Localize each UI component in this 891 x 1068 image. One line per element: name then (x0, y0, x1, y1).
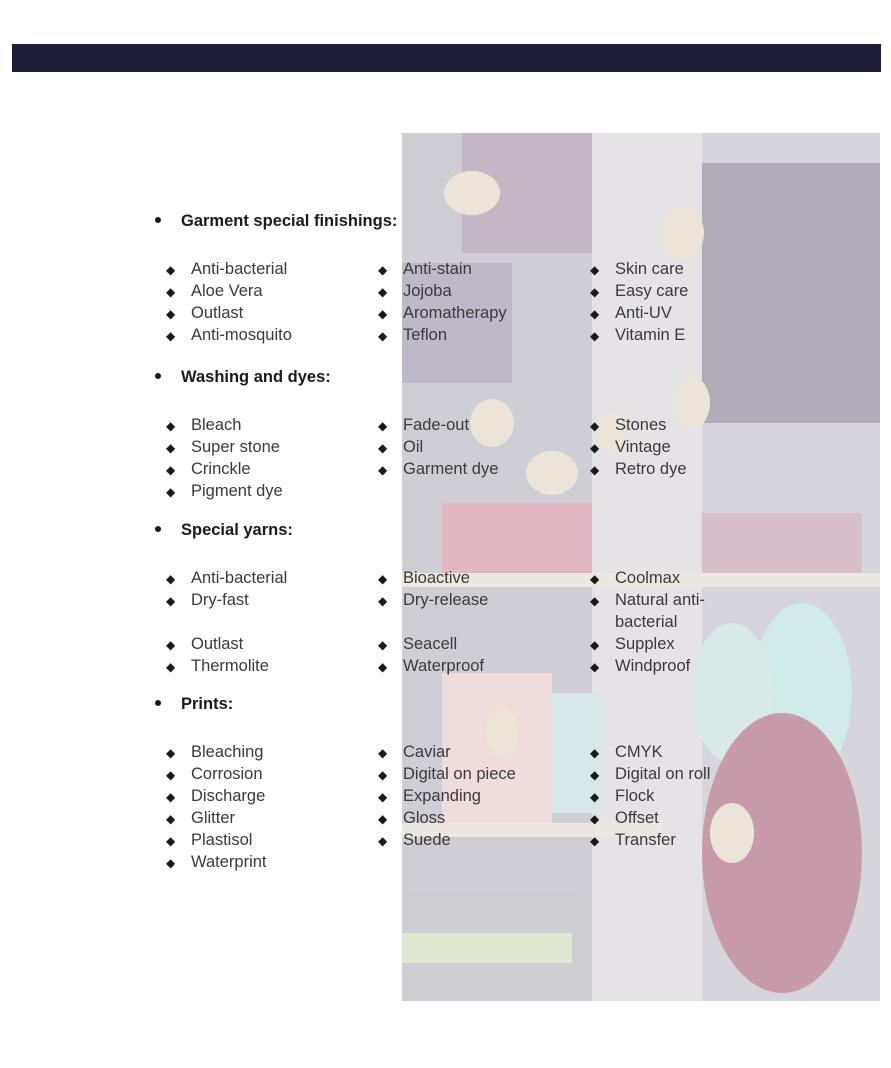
list-item-label: Bleaching (191, 743, 264, 761)
diamond-bullet-icon: ◆ (378, 660, 388, 674)
diamond-bullet-icon: ◆ (166, 285, 176, 299)
list-item (166, 436, 280, 459)
diamond-bullet-icon: ◆ (590, 572, 600, 586)
section-title (155, 695, 233, 714)
list-item-label: Pigment dye (191, 482, 283, 500)
bullet-dot-icon (155, 217, 161, 223)
list-item (166, 655, 269, 678)
list-item-label: Digital on piece (403, 765, 516, 783)
list-item (590, 567, 680, 590)
list-item-label: Transfer (615, 831, 676, 849)
list-item (590, 633, 675, 656)
list-item-label: Easy care (615, 282, 689, 300)
list-item-label: Aloe Vera (191, 282, 263, 300)
diamond-bullet-icon: ◆ (378, 263, 388, 277)
diamond-bullet-icon: ◆ (378, 419, 388, 433)
list-item-label: Glitter (191, 809, 236, 827)
header-bar (12, 44, 881, 72)
list-item-label: Anti-mosquito (191, 326, 292, 344)
list-item-label: Teflon (403, 326, 448, 344)
diamond-bullet-icon: ◆ (590, 790, 600, 804)
list-item (378, 633, 457, 656)
list-item-label: Seacell (403, 635, 458, 653)
list-item (166, 633, 243, 656)
section-title-text: Garment special finishings: (181, 212, 398, 230)
diamond-bullet-icon: ◆ (166, 329, 176, 343)
list-item-label: Offset (615, 809, 659, 827)
list-item-label: Discharge (191, 787, 266, 805)
list-item (166, 785, 265, 808)
list-item (378, 280, 452, 303)
list-item (590, 302, 672, 325)
list-item-label: Digital on roll (615, 765, 711, 783)
list-item (166, 414, 241, 437)
list-item (590, 655, 690, 678)
bullet-dot-icon (155, 700, 161, 706)
list-item-label: Fade-out (403, 416, 470, 434)
diamond-bullet-icon: ◆ (166, 419, 176, 433)
diamond-bullet-icon: ◆ (166, 746, 176, 760)
list-item (166, 458, 251, 481)
list-item-label: Bioactive (403, 569, 470, 587)
diamond-bullet-icon: ◆ (166, 790, 176, 804)
diamond-bullet-icon: ◆ (590, 834, 600, 848)
list-item-label: Crinckle (191, 460, 251, 478)
diamond-bullet-icon: ◆ (166, 594, 176, 608)
list-item-label: Caviar (403, 743, 451, 761)
diamond-bullet-icon: ◆ (590, 638, 600, 652)
list-item-label: CMYK (615, 743, 663, 761)
diamond-bullet-icon: ◆ (166, 768, 176, 782)
list-item (166, 763, 263, 786)
list-item (378, 302, 507, 325)
diamond-bullet-icon: ◆ (378, 463, 388, 477)
section-title (155, 212, 397, 231)
list-item-label: Coolmax (615, 569, 681, 587)
diamond-bullet-icon: ◆ (378, 307, 388, 321)
diamond-bullet-icon: ◆ (590, 812, 600, 826)
diamond-bullet-icon: ◆ (166, 307, 176, 321)
list-item (166, 807, 235, 830)
diamond-bullet-icon: ◆ (166, 463, 176, 477)
list-item-label: Gloss (403, 809, 446, 827)
list-item (166, 280, 263, 303)
list-item-label: Plastisol (191, 831, 253, 849)
diamond-bullet-icon: ◆ (378, 746, 388, 760)
diamond-bullet-icon: ◆ (590, 285, 600, 299)
list-item (378, 436, 423, 459)
list-item-label: Expanding (403, 787, 481, 805)
section-title (155, 368, 331, 387)
list-item-label: Waterproof (403, 657, 485, 675)
list-item-label: Oil (403, 438, 424, 456)
list-item (166, 829, 252, 852)
list-item-label: Anti-bacterial (191, 260, 288, 278)
diamond-bullet-icon: ◆ (590, 263, 600, 277)
diamond-bullet-icon: ◆ (166, 812, 176, 826)
list-item-label: Flock (615, 787, 655, 805)
diamond-bullet-icon: ◆ (378, 638, 388, 652)
list-item-label: Aromatherapy (403, 304, 507, 322)
list-item (166, 567, 287, 590)
diamond-bullet-icon: ◆ (590, 307, 600, 321)
list-item (166, 589, 249, 612)
diamond-bullet-icon: ◆ (166, 572, 176, 586)
diamond-bullet-icon: ◆ (590, 768, 600, 782)
list-item-label: Windproof (615, 657, 691, 675)
list-item (378, 589, 488, 612)
list-item (590, 414, 666, 437)
list-item (378, 258, 472, 281)
list-item (378, 741, 451, 764)
list-item-label: Dry-release (403, 591, 489, 609)
diamond-bullet-icon: ◆ (166, 263, 176, 277)
diamond-bullet-icon: ◆ (378, 572, 388, 586)
list-item-label: Suede (403, 831, 451, 849)
list-item (590, 829, 676, 852)
list-item-label: Vitamin E (615, 326, 686, 344)
bullet-dot-icon (155, 526, 161, 532)
list-item-label: Thermolite (191, 657, 269, 675)
list-item-label: Anti-bacterial (191, 569, 288, 587)
list-item (166, 741, 263, 764)
diamond-bullet-icon: ◆ (166, 441, 176, 455)
list-item (166, 258, 287, 281)
diamond-bullet-icon: ◆ (590, 660, 600, 674)
diamond-bullet-icon: ◆ (590, 594, 600, 608)
list-item-label: Bleach (191, 416, 242, 434)
list-item-label: Outlast (191, 304, 244, 322)
diamond-bullet-icon: ◆ (166, 638, 176, 652)
diamond-bullet-icon: ◆ (166, 660, 176, 674)
diamond-bullet-icon: ◆ (378, 329, 388, 343)
diamond-bullet-icon: ◆ (590, 329, 600, 343)
list-item (590, 807, 659, 830)
section-title-text: Prints: (181, 695, 234, 713)
list-item (166, 480, 283, 503)
diamond-bullet-icon: ◆ (166, 856, 176, 870)
diamond-bullet-icon: ◆ (378, 441, 388, 455)
diamond-bullet-icon: ◆ (590, 441, 600, 455)
diamond-bullet-icon: ◆ (378, 768, 388, 782)
list-item (590, 324, 685, 347)
diamond-bullet-icon: ◆ (378, 790, 388, 804)
list-item-label: Jojoba (403, 282, 452, 300)
list-item (378, 655, 484, 678)
list-item-label: Supplex (615, 635, 675, 653)
diamond-bullet-icon: ◆ (378, 285, 388, 299)
list-item (166, 851, 267, 874)
list-item (590, 280, 688, 303)
list-item (378, 324, 447, 347)
list-item (590, 589, 725, 633)
list-item (378, 567, 470, 590)
list-item-label: Natural anti-bacterial (615, 591, 705, 631)
list-item (590, 258, 684, 281)
list-item-label: Waterprint (191, 853, 267, 871)
list-item-label: Retro dye (615, 460, 687, 478)
list-item (378, 458, 498, 481)
list-item-label: Anti-UV (615, 304, 672, 322)
diamond-bullet-icon: ◆ (590, 419, 600, 433)
diamond-bullet-icon: ◆ (378, 594, 388, 608)
diamond-bullet-icon: ◆ (378, 834, 388, 848)
list-item (590, 458, 687, 481)
list-item (378, 807, 445, 830)
list-item-label: Anti-stain (403, 260, 472, 278)
list-item (590, 436, 671, 459)
bullet-dot-icon (155, 373, 161, 379)
list-item (590, 741, 663, 764)
list-item (378, 414, 469, 437)
diamond-bullet-icon: ◆ (166, 834, 176, 848)
diamond-bullet-icon: ◆ (590, 746, 600, 760)
list-item (166, 302, 243, 325)
section-title-text: Washing and dyes: (181, 368, 331, 386)
diamond-bullet-icon: ◆ (166, 485, 176, 499)
list-item-label: Dry-fast (191, 591, 249, 609)
diamond-bullet-icon: ◆ (378, 812, 388, 826)
section-title (155, 521, 293, 540)
list-item (378, 763, 516, 786)
list-item-label: Super stone (191, 438, 280, 456)
list-item-label: Stones (615, 416, 667, 434)
section-title-text: Special yarns: (181, 521, 293, 539)
list-item-label: Corrosion (191, 765, 263, 783)
list-item (590, 763, 710, 786)
list-item (378, 829, 451, 852)
list-item (378, 785, 481, 808)
list-item (590, 785, 654, 808)
list-item (166, 324, 292, 347)
list-item-label: Garment dye (403, 460, 499, 478)
diamond-bullet-icon: ◆ (590, 463, 600, 477)
list-item-label: Skin care (615, 260, 684, 278)
list-item-label: Vintage (615, 438, 671, 456)
list-item-label: Outlast (191, 635, 244, 653)
